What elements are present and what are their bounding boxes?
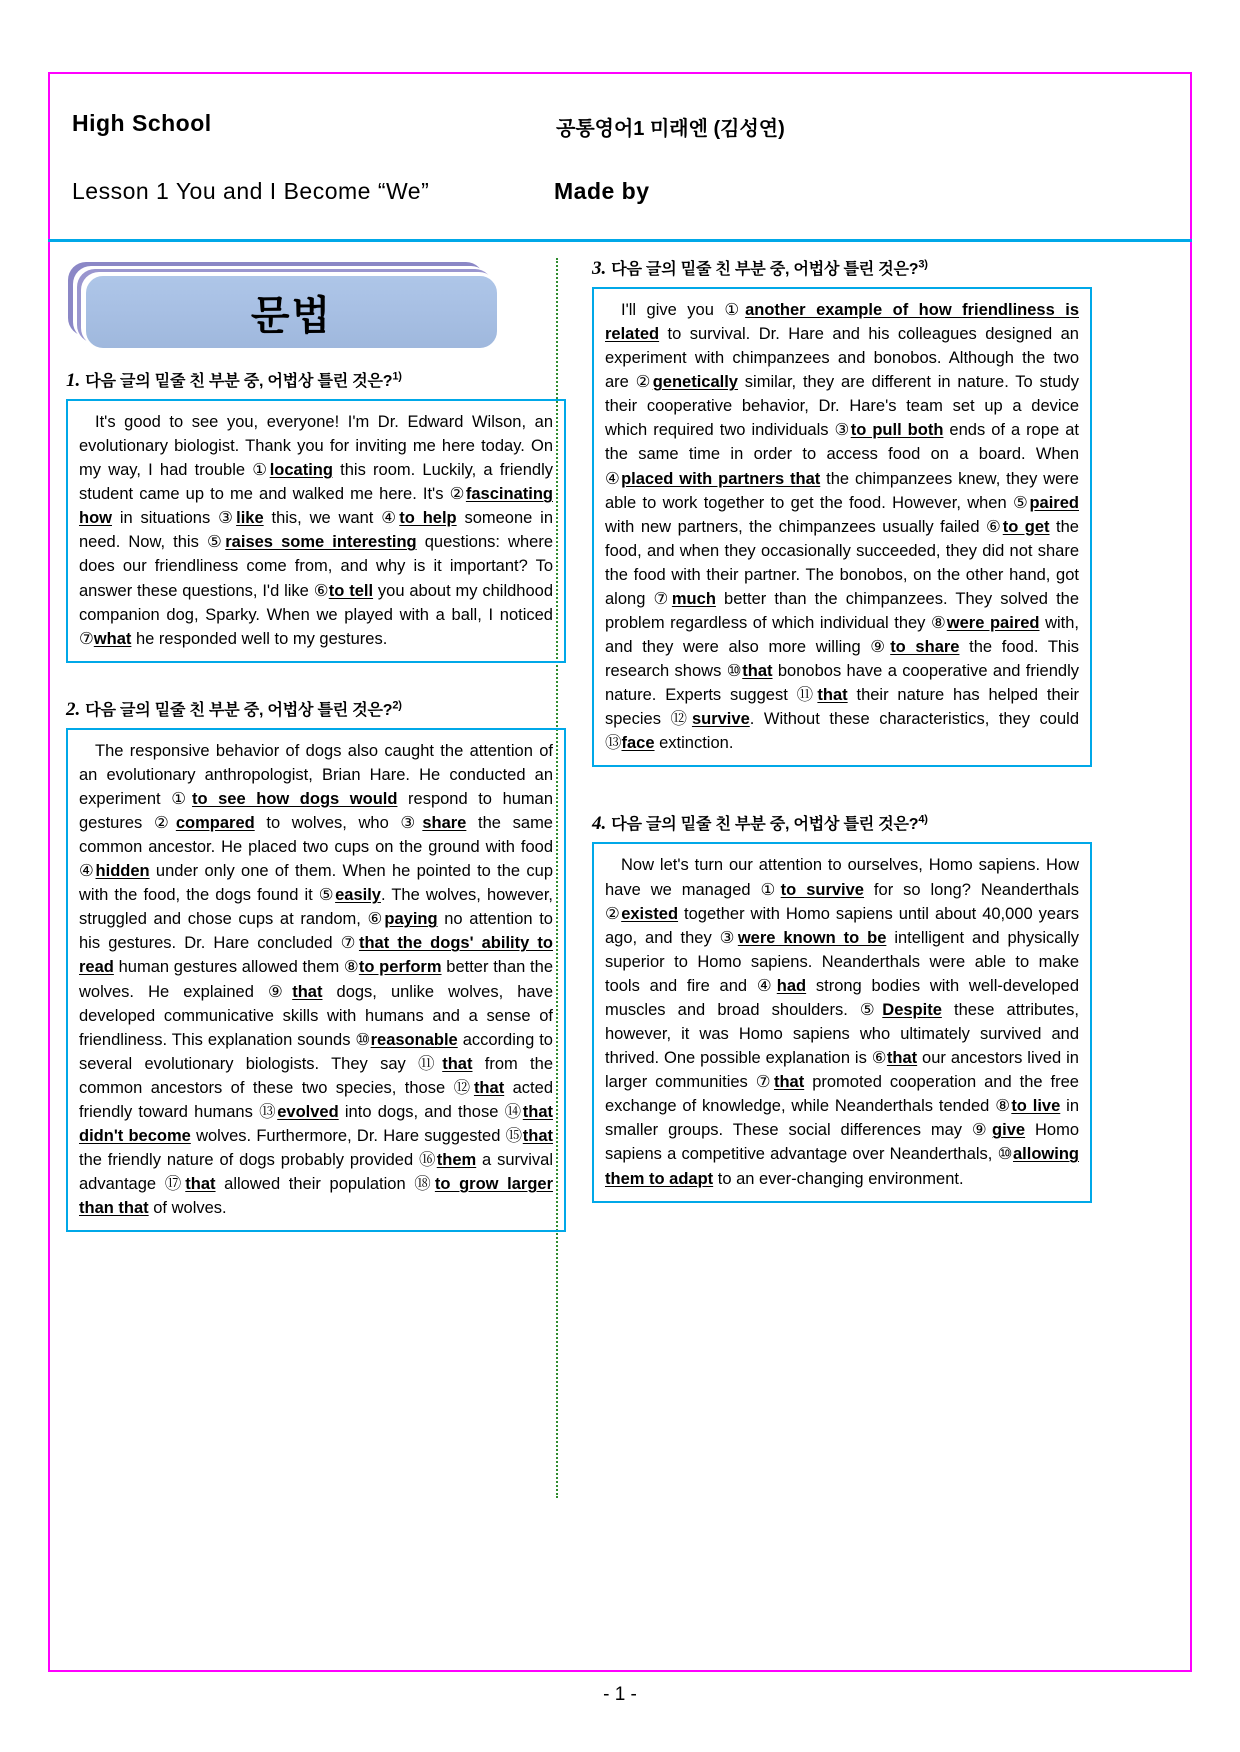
left-column: [66, 368, 566, 1266]
question-block: [66, 368, 566, 663]
question-prompt: 다음 글의 밑줄 친 부분 중, 어법상 틀린 것은?$^{3)}$: [611, 258, 928, 278]
passage-text: It's good to see you, everyone! I'm Dr. Edward Wilson, an evolutionary biologist. Thank you for inviting me here today. On my way, I had trouble ①locating this room. Luckily, a friendly student came up to me and walked me here. It's ②fascinating how in situations ③like this, we want ④to help someone in need. Now, this ⑤raises some interesting questions: where does our friendliness come from, and why is it important? To answer these questions, I'd like ⑥to tell you about my childhood companion dog, Sparky. When we played with a ball, I noticed ⑦what he responded well to my gestures.: [66, 399, 566, 663]
question-footnote: 2): [392, 699, 402, 712]
question-footnote: 3): [918, 258, 928, 271]
passage-text: The responsive behavior of dogs also caught the attention of an evolutionary anthropologist, Brian Hare. He conducted an experiment ①to see how dogs would respond to human gestures ②compared to wolves, who ③share the same common ancestor. He placed two cups on the ground with food ④hidden under only one of them. When he pointed to the cup with the food, the dogs found it ⑤easily. The wolves, however, struggled and chose cups at random, ⑥paying no attention to his gestures. Dr. Hare concluded ⑦that the dogs' ability to read human gestures allowed them ⑧to perform better than the wolves. He explained ⑨that dogs, unlike wolves, have developed communicative skills with humans and a sense of friendliness. This explanation sounds ⑩reasonable according to several evolutionary biologists. They say ⑪that from the common ancestors of these two species, those ⑫that acted friendly toward humans ⑬evolved into dogs, and those ⑭that didn't become wolves. Furthermore, Dr. Hare suggested ⑮that the friendly nature of dogs probably provided ⑯them a survival advantage ⑰that allowed their population ⑱to grow larger than that of wolves.: [66, 728, 566, 1233]
question-heading: [592, 811, 1092, 835]
right-column: [592, 256, 1092, 1237]
question-heading: [592, 256, 1092, 280]
made-by-label: Made by: [554, 178, 650, 204]
question-footnote: 1): [392, 370, 402, 383]
question-heading: [66, 697, 566, 721]
question-block: [592, 256, 1092, 767]
section-banner: [68, 262, 498, 350]
passage-text: Now let's turn our attention to ourselves, Homo sapiens. How have we managed ①to survive for so long? Neanderthals ②existed together with Homo sapiens until about 40,000 years ago, and they ③were known to be intelligent and physically superior to Homo sapiens. Neanderthals were able to make tools and fire and ④had strong bodies with well-developed muscles and broad shoulders. ⑤Despite these attributes, however, it was Homo sapiens who ultimately survived and thrived. One possible explanation is ⑥that our ancestors lived in larger communities ⑦that promoted cooperation and the free exchange of knowledge, while Neanderthals tended ⑧to live in smaller groups. These social differences may ⑨give Homo sapiens a competitive advantage over Neanderthals, ⑩allowing them to adapt to an ever-changing environment.: [592, 842, 1092, 1202]
page-footer: - 1 -: [603, 1684, 637, 1705]
question-number: 4.: [592, 813, 607, 835]
school-label: High School: [72, 110, 212, 136]
question-footnote: 4): [918, 814, 928, 827]
question-number: 1.: [66, 370, 81, 391]
question-number: 2.: [66, 698, 81, 720]
header-row-top: [72, 110, 1168, 150]
question-prompt: 다음 글의 밑줄 친 부분 중, 어법상 틀린 것은?$^{4)}$: [611, 814, 928, 834]
passage-text: I'll give you ①another example of how friendliness is related to survival. Dr. Hare and his colleagues designed an experiment with chimpanzees and bonobos. Although the two are ②genetically similar, they are different in nature. To study their cooperative behavior, Dr. Hare's team set up a device which required two individuals ③to pull both ends of a rope at the same time in order to access food on a board. When ④placed with partners that the chimpanzees knew, they were able to work together to get the food. However, when ⑤paired with new partners, the chimpanzees usually failed ⑥to get the food, and when they occasionally succeeded, they did not share the food with their partner. The bonobos, on the other hand, got along ⑦much better than the chimpanzees. They solved the problem regardless of which individual they ⑧were paired with, and they were also more willing ⑨to share the food. This research shows ⑩that bonobos have a cooperative and friendly nature. Experts suggest ⑪that their nature has helped their species ⑫survive. Without these characteristics, they could ⑬face extinction.: [592, 287, 1092, 767]
banner-title: 문법: [250, 293, 333, 338]
question-heading: [66, 368, 566, 392]
question-prompt: 다음 글의 밑줄 친 부분 중, 어법상 틀린 것은?$^{2)}$: [85, 699, 402, 719]
question-block: [592, 811, 1092, 1202]
question-prompt: 다음 글의 밑줄 친 부분 중, 어법상 틀린 것은?$^{1)}$: [85, 370, 402, 390]
question-number: 3.: [592, 258, 607, 279]
page-header: [48, 72, 1192, 242]
question-block: [66, 697, 566, 1233]
lesson-title: Lesson 1 You and I Become “We”: [72, 178, 430, 204]
header-row-bottom: [72, 178, 1168, 218]
textbook-label: 공통영어1 미래엔 (김성연): [556, 118, 785, 140]
